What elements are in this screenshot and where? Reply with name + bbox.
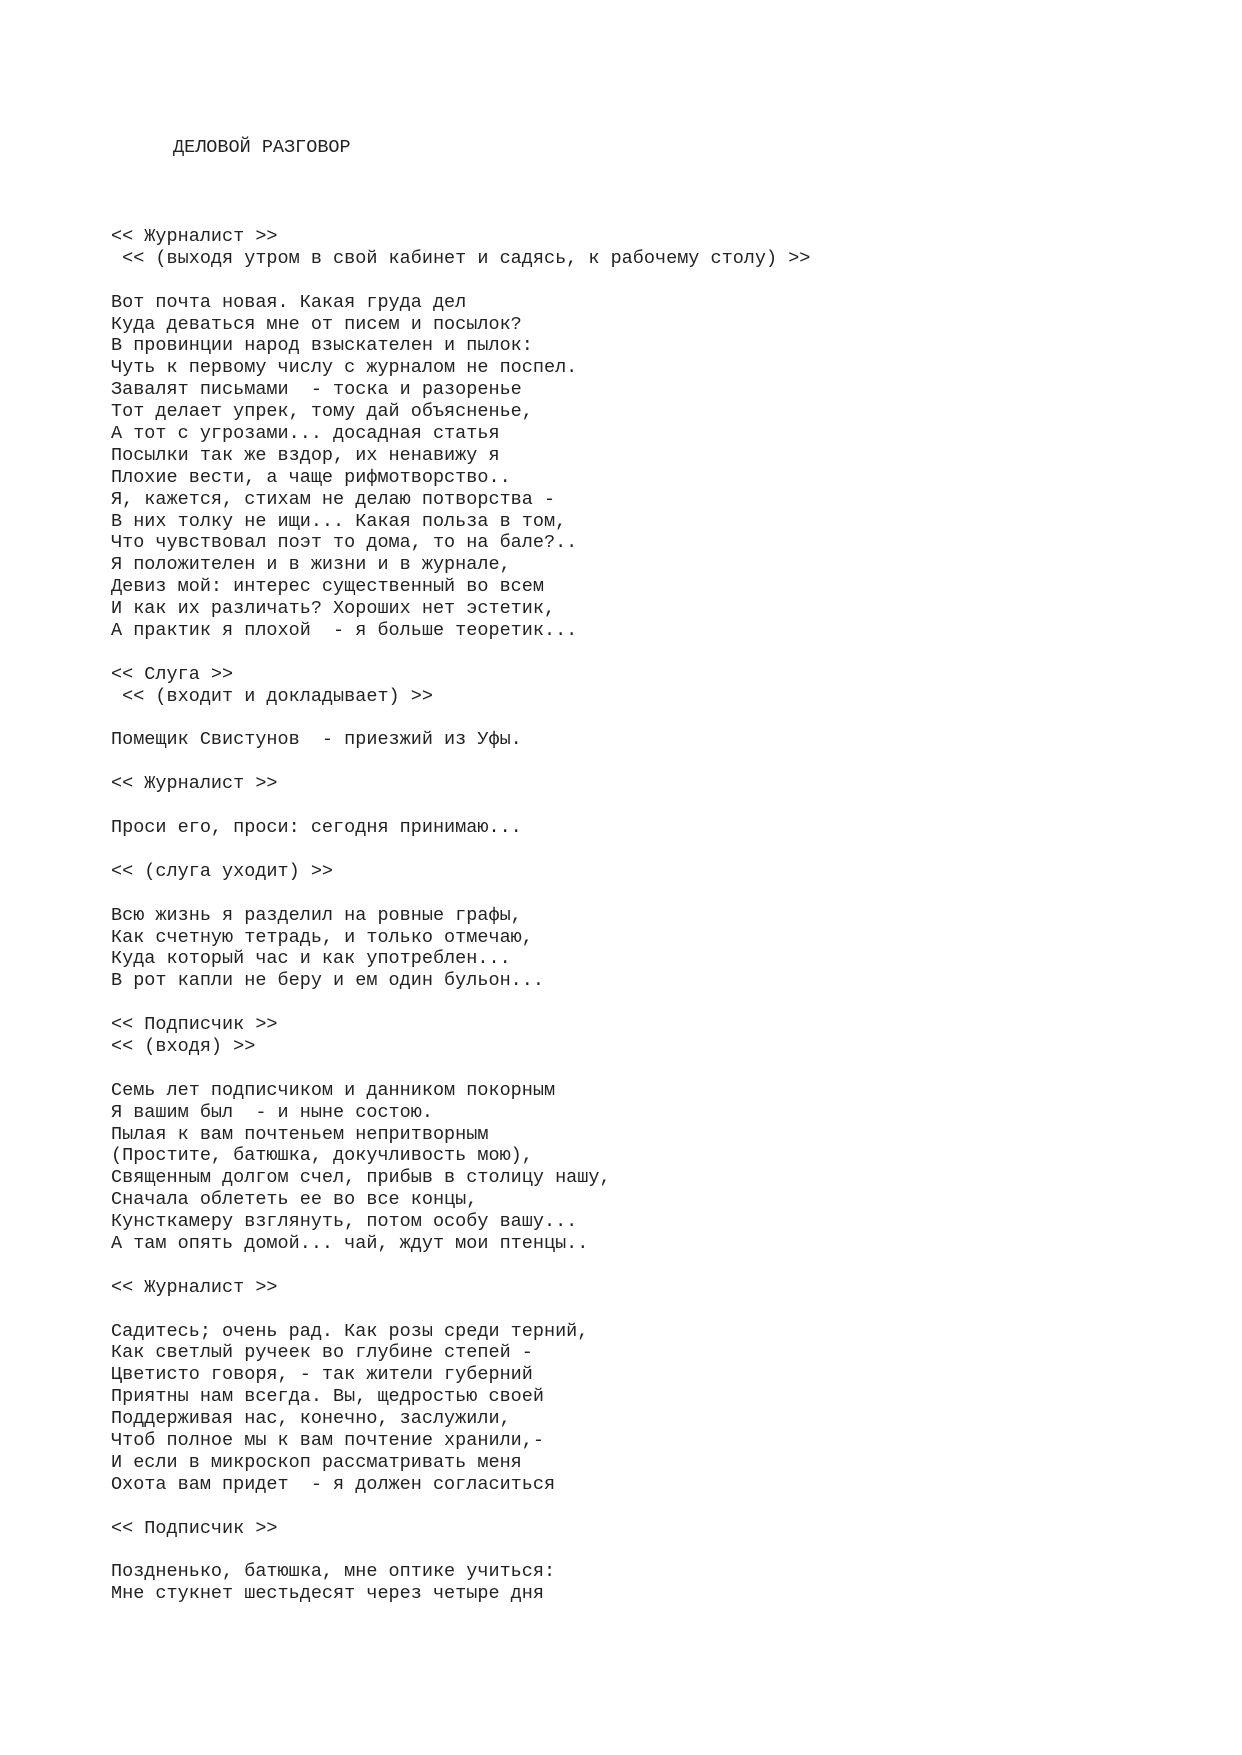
text-line: << (слуга уходит) >> <box>111 860 334 882</box>
text-line: Поддерживая нас, конечно, заслужили, <box>111 1408 511 1430</box>
text-line: Помещик Свистунов - приезжий из Уфы. <box>111 729 522 751</box>
text-line: Цветисто говоря, - так жители губерний <box>111 1364 533 1386</box>
text-line <box>111 642 1191 664</box>
text-line: Что чувствовал поэт то дома, то на бале?.. <box>111 532 578 554</box>
text-line: << Подписчик >> <box>111 1517 278 1539</box>
text-line: << Слуга >> <box>111 663 234 685</box>
text-line <box>111 751 1191 773</box>
text-line: Кунсткамеру взглянуть, потом особу вашу... <box>111 1211 578 1233</box>
text-line: Священным долгом счел, прибыв в столицу нашу, <box>111 1167 611 1189</box>
text-line: А практик я плохой - я больше теоретик... <box>111 620 578 642</box>
text-line: Плохие вести, а чаще рифмотворство.. <box>111 466 511 488</box>
text-line: << (входя) >> <box>111 1035 256 1057</box>
text-line: Вот почта новая. Какая груда дел <box>111 291 467 313</box>
text-line: Проси его, проси: сегодня принимаю... <box>111 817 522 839</box>
text-line: << (выходя утром в свой кабинет и садясь, к рабочему столу) >> <box>111 247 811 269</box>
text-line: Завалят письмами - тоска и разоренье <box>111 379 522 401</box>
text-line <box>111 270 1191 292</box>
text-line: Как светлый ручеек во глубине степей - <box>111 1342 533 1364</box>
text-line: В них толку не ищи... Какая польза в том, <box>111 510 567 532</box>
text-line: Я положителен и в жизни и в журнале, <box>111 554 511 576</box>
text-line: Пылая к вам почтеньем непритворным <box>111 1123 489 1145</box>
text-line: Куда деваться мне от писем и посылок? <box>111 313 522 335</box>
text-line: << Журналист >> <box>111 226 278 247</box>
text-line: Всю жизнь я разделил на ровные графы, <box>111 904 522 926</box>
document-title: ДЕЛОВОЙ РАЗГОВОР <box>173 137 351 158</box>
text-line <box>111 1496 1191 1518</box>
text-line: Как счетную тетрадь, и только отмечаю, <box>111 926 533 948</box>
text-line: (Простите, батюшка, докучливость мою), <box>111 1145 533 1167</box>
text-line: Тот делает упрек, тому дай объясненье, <box>111 401 533 423</box>
text-line: Чтоб полное мы к вам почтение хранили,- <box>111 1429 544 1451</box>
text-line: Семь лет подписчиком и данником покорным <box>111 1079 556 1101</box>
text-line <box>111 839 1191 861</box>
text-line: << Журналист >> <box>111 1276 278 1298</box>
text-line: Поздненько, батюшка, мне оптике учиться: <box>111 1561 556 1583</box>
text-line <box>111 708 1191 730</box>
text-line: В рот капли не беру и ем один бульон... <box>111 970 544 992</box>
text-line <box>111 992 1191 1014</box>
text-line: Мне стукнет шестьдесят через четыре дня <box>111 1583 544 1605</box>
text-line <box>111 1058 1191 1080</box>
text-line: Я вашим был - и ныне состою. <box>111 1101 433 1123</box>
text-line <box>111 1255 1191 1277</box>
text-line <box>111 1539 1191 1561</box>
text-line <box>111 1299 1191 1321</box>
text-line: Чуть к первому числу с журналом не поспел. <box>111 357 578 379</box>
text-line: Куда который час и как употреблен... <box>111 948 511 970</box>
text-line: Охота вам придет - я должен согласиться <box>111 1473 556 1495</box>
text-line: Садитесь; очень рад. Как розы среди терний, <box>111 1320 589 1342</box>
text-line: Приятны нам всегда. Вы, щедростью своей <box>111 1386 544 1408</box>
text-line: А тот с угрозами... досадная статья <box>111 423 500 445</box>
text-line: И как их различать? Хороших нет эстетик, <box>111 598 556 620</box>
text-line: << (входит и докладывает) >> <box>111 685 433 707</box>
text-line: << Журналист >> <box>111 773 278 795</box>
text-line: Я, кажется, стихам не делаю потворства - <box>111 488 556 510</box>
text-line <box>111 795 1191 817</box>
text-line: Сначала облететь ее во все концы, <box>111 1189 478 1211</box>
text-line: И если в микроскоп рассматривать меня <box>111 1451 522 1473</box>
text-line: Посылки так же вздор, их ненавижу я <box>111 444 500 466</box>
text-line <box>111 883 1191 905</box>
text-line: В провинции народ взыскателен и пылок: <box>111 335 533 357</box>
text-line: Девиз мой: интерес существенный во всем <box>111 576 544 598</box>
document-body <box>111 226 1191 1605</box>
text-line: А там опять домой... чай, ждут мои птенцы.. <box>111 1232 589 1254</box>
text-line: << Подписчик >> <box>111 1014 278 1036</box>
